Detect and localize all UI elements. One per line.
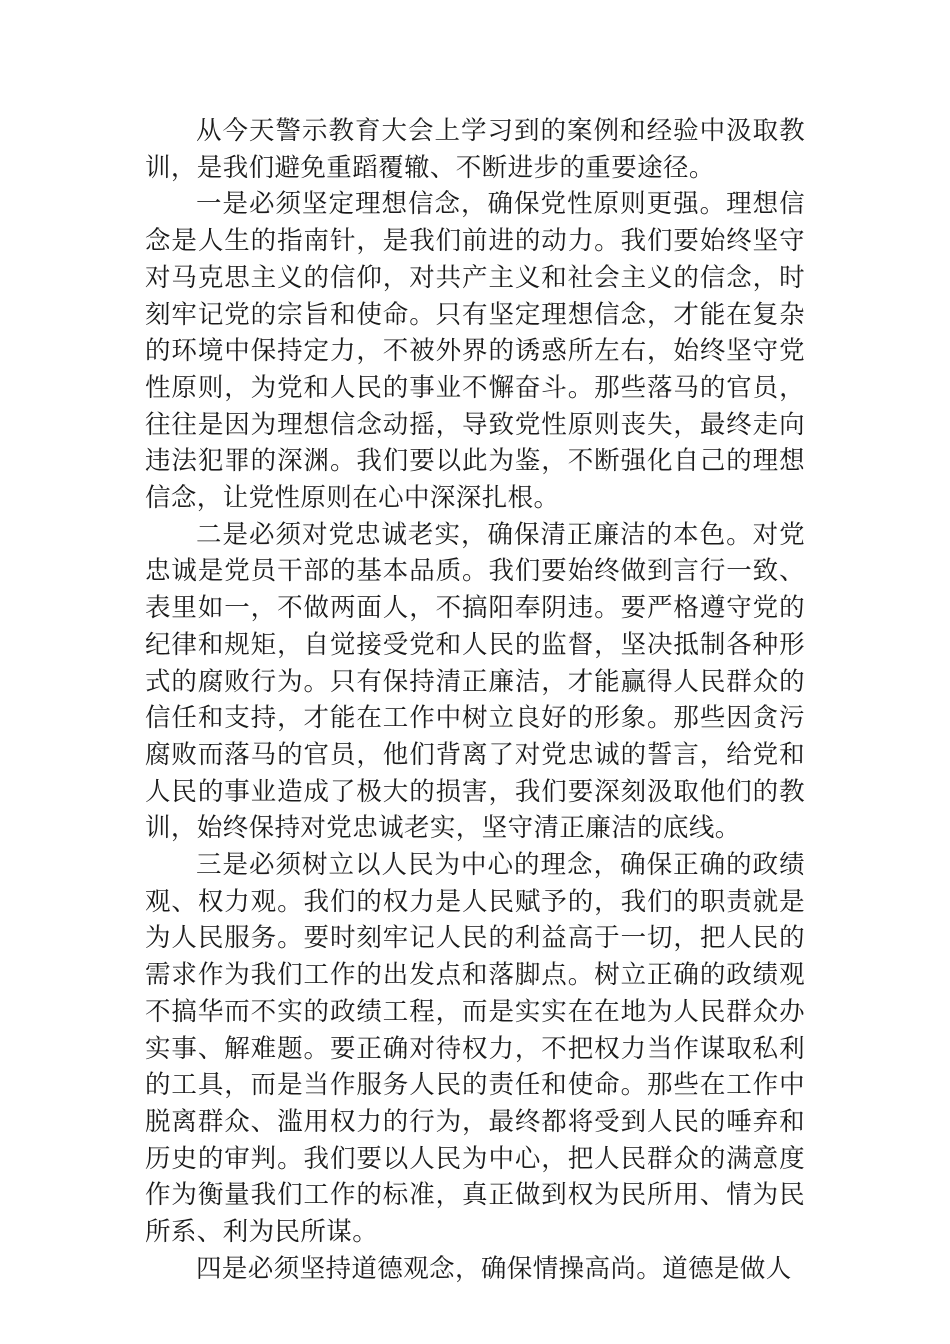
- paragraph-point-two: 二是必须对党忠诚老实，确保清正廉洁的本色。对党忠诚是党员干部的基本品质。我们要始终做到言行一致、表里如一，不做两面人，不搞阳奉阴违。要严格遵守党的纪律和规矩，自觉接受党和人民的监督，坚决抵制各种形式的腐败行为。只有保持清正廉洁，才能赢得人民群众的信任和支持，才能在工作中树立良好的形象。那些因贪污腐败而落马的官员，他们背离了对党忠诚的誓言，给党和人民的事业造成了极大的损害，我们要深刻汲取他们的教训，始终保持对党忠诚老实，坚守清正廉洁的底线。: [145, 519, 805, 844]
- paragraph-point-one: 一是必须坚定理想信念，确保党性原则更强。理想信念是人生的指南针，是我们前进的动力。我们要始终坚守对马克思主义的信仰，对共产主义和社会主义的信念，时刻牢记党的宗旨和使命。只有坚定理想信念，才能在复杂的环境中保持定力，不被外界的诱惑所左右，始终坚守党性原则，为党和人民的事业不懈奋斗。那些落马的官员，往往是因为理想信念动摇，导致党性原则丧失，最终走向违法犯罪的深渊。我们要以此为鉴，不断强化自己的理想信念，让党性原则在心中深深扎根。: [145, 189, 805, 514]
- document-page: [145, 113, 805, 1288]
- paragraph-point-four: 四是必须坚持道德观念，确保情操高尚。道德是做人: [196, 1253, 792, 1284]
- paragraph-point-three: 三是必须树立以人民为中心的理念，确保正确的政绩观、权力观。我们的权力是人民赋予的，我们的职责就是为人民服务。要时刻牢记人民的利益高于一切，把人民的需求作为我们工作的出发点和落脚点。树立正确的政绩观不搞华而不实的政绩工程，而是实实在在地为人民群众办实事、解难题。要正确对待权力，不把权力当作谋取私利的工具，而是当作服务人民的责任和使命。那些在工作中脱离群众、滥用权力的行为，最终都将受到人民的唾弃和历史的审判。我们要以人民为中心，把人民群众的满意度作为衡量我们工作的标准，真正做到权为民所用、情为民所系、利为民所谋。: [145, 850, 805, 1248]
- paragraph-intro: 从今天警示教育大会上学习到的案例和经验中汲取教训，是我们避免重蹈覆辙、不断进步的重要途径。: [145, 116, 805, 183]
